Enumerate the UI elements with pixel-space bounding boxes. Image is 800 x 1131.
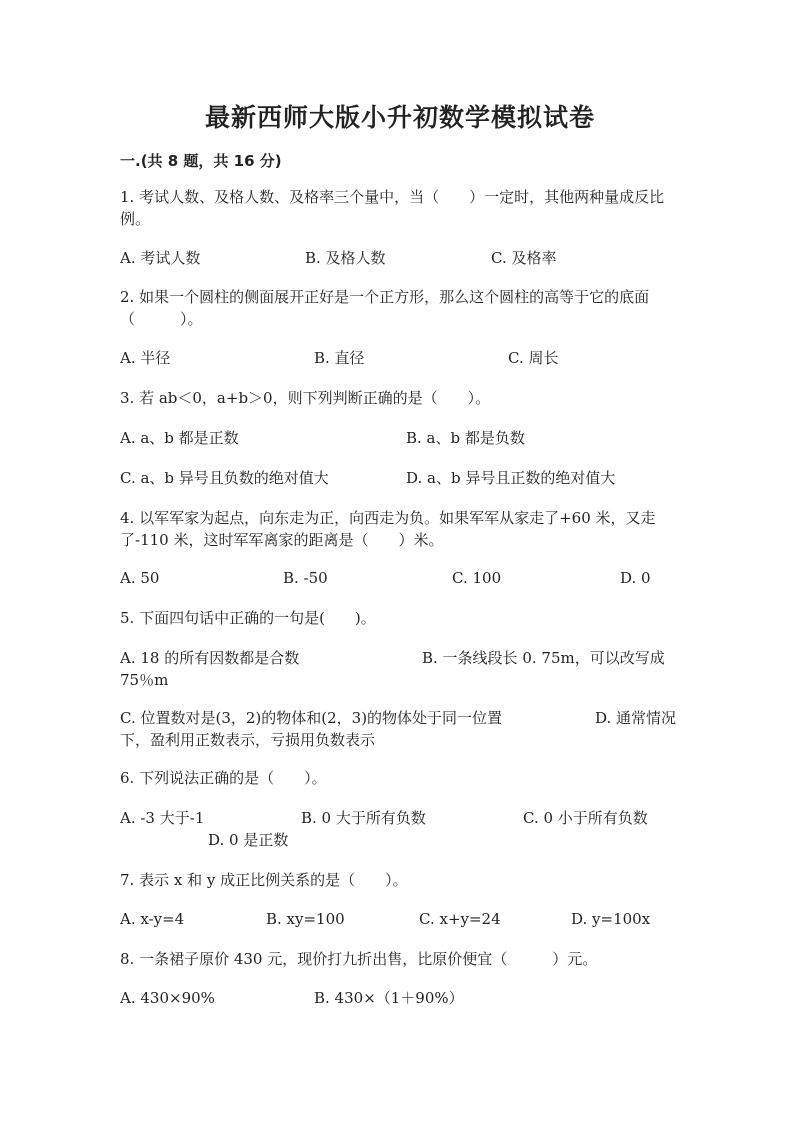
question-5-option-d: D. 通常情况下，盈利用正数表示，亏损用负数表示: [120, 709, 677, 749]
question-5-option-a: A. 18 的所有因数都是合数: [120, 649, 300, 667]
question-3-option-d: D. a、b 异号且正数的绝对值大: [406, 469, 616, 487]
question-7-stem: 7. 表示 x 和 y 成正比例关系的是（ ）。: [120, 871, 408, 889]
question-8-stem: 8. 一条裙子原价 430 元，现价打九折出售，比原价便宜（ ）元。: [120, 950, 598, 968]
question-4-stem: 4. 以军军家为起点，向东走为正，向西走为负。如果军军从家走了+60 米，又走了-110 米，这时军军离家的距离是（ ）米。: [120, 509, 656, 549]
question-1-stem: 1. 考试人数、及格人数、及格率三个量中，当（ ）一定时，其他两种量成反比例。: [120, 188, 665, 228]
question-3-option-b: B. a、b 都是负数: [406, 429, 525, 447]
question-8-option-b: B. 430×（1＋90%）: [314, 989, 464, 1007]
question-6-option-d: D. 0 是正数: [208, 831, 289, 849]
question-4-option-a: A. 50: [120, 569, 160, 587]
question-6-option-a: A. -3 大于-1: [120, 809, 205, 827]
question-6-stem: 6. 下列说法正确的是（ ）。: [120, 769, 327, 787]
question-8-option-a: A. 430×90%: [120, 989, 215, 1007]
question-5-option-b: B. 一条线段长 0. 75m，可以改写成 75％m: [120, 649, 665, 689]
question-7-option-b: B. xy=100: [266, 910, 345, 928]
question-5-stem: 5. 下面四句话中正确的一句是( )。: [120, 609, 376, 627]
question-2-option-a: A. 半径: [120, 349, 171, 367]
question-1-option-c: C. 及格率: [491, 249, 557, 267]
question-6-option-b: B. 0 大于所有负数: [301, 809, 426, 827]
question-4-option-c: C. 100: [452, 569, 502, 587]
question-7-option-d: D. y=100x: [571, 910, 651, 928]
question-7-option-a: A. x-y=4: [120, 910, 185, 928]
section-heading: 一.(共 8 题，共 16 分): [120, 152, 282, 170]
question-3-option-c: C. a、b 异号且负数的绝对值大: [120, 469, 329, 487]
question-1-option-a: A. 考试人数: [120, 249, 201, 267]
question-2-option-c: C. 周长: [508, 349, 559, 367]
question-7-option-c: C. x+y=24: [419, 910, 501, 928]
question-5-option-c: C. 位置数对是(3，2)的物体和(2，3)的物体处于同一位置: [120, 709, 503, 727]
question-1-option-b: B. 及格人数: [305, 249, 386, 267]
question-4-option-d: D. 0: [620, 569, 651, 587]
question-3-option-a: A. a、b 都是正数: [120, 429, 239, 447]
question-3-stem: 3. 若 ab＜0，a+b＞0，则下列判断正确的是（ ）。: [120, 389, 491, 407]
question-6-option-c: C. 0 小于所有负数: [523, 809, 648, 827]
question-2-stem: 2. 如果一个圆柱的侧面展开正好是一个正方形，那么这个圆柱的高等于它的底面（ ）。: [120, 288, 650, 328]
question-2-option-b: B. 直径: [314, 349, 365, 367]
question-4-option-b: B. -50: [283, 569, 328, 587]
page-title: 最新西师大版小升初数学模拟试卷: [204, 103, 595, 132]
